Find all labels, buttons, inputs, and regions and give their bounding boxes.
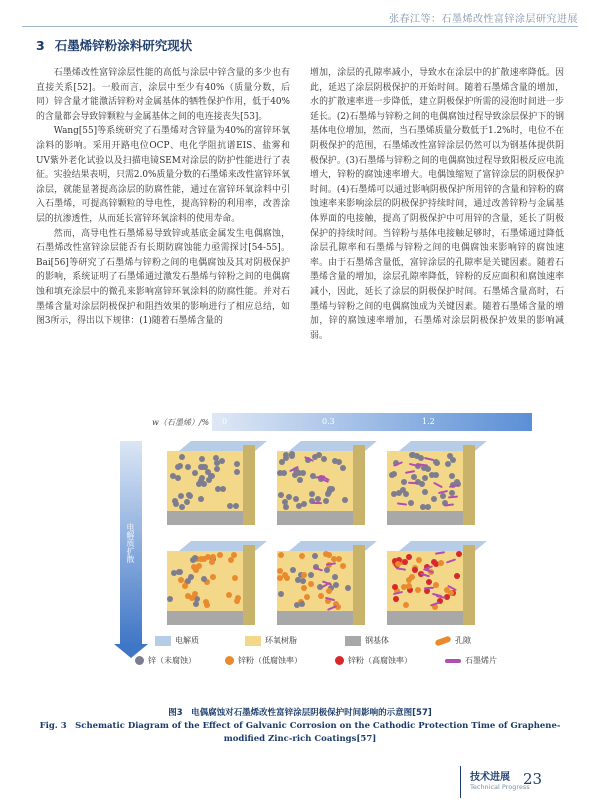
zinc-particle	[233, 503, 239, 509]
zinc-particle	[323, 498, 329, 504]
coating-cube	[387, 541, 475, 629]
figure-3	[112, 413, 532, 653]
zinc-particle	[393, 596, 399, 602]
zinc-particle	[456, 551, 462, 557]
legend-label: 钢基体	[365, 636, 389, 645]
zinc-particle	[340, 465, 346, 471]
zinc-particle	[299, 553, 305, 559]
zinc-particle	[324, 567, 330, 573]
zinc-particle	[438, 560, 444, 566]
zinc-particle	[201, 576, 207, 582]
epoxy-layer	[277, 551, 353, 611]
zinc-particle	[177, 569, 183, 575]
legend-label: 电解质	[175, 636, 199, 645]
cube-side	[353, 445, 365, 525]
legend-label: 石墨烯片	[465, 656, 497, 665]
steel-substrate	[387, 611, 463, 625]
zinc-particle	[185, 464, 191, 470]
left-column	[36, 66, 290, 329]
graphene-sheet	[408, 482, 418, 485]
graphene-sheet	[435, 552, 445, 556]
zinc-particle	[449, 473, 455, 479]
zinc-particle	[209, 559, 215, 565]
legend-graphene	[445, 655, 497, 666]
zinc-particle	[209, 473, 215, 479]
legend-label: 锌粉（高腐蚀率）	[348, 656, 412, 665]
legend-zinc-low	[225, 655, 302, 666]
zinc-particle	[192, 470, 198, 476]
zinc-particle	[342, 497, 348, 503]
section-title-text: 石墨烯锌粉涂料研究现状	[54, 38, 193, 53]
zinc-particle	[332, 574, 338, 580]
electrolyte-diffusion-label: 电解质扩散	[126, 523, 135, 563]
graphene-sheet	[446, 559, 456, 564]
epoxy-layer	[167, 451, 243, 511]
coating-cube	[277, 541, 365, 629]
zinc-particle	[440, 493, 446, 499]
cube-side	[463, 445, 475, 525]
zinc-particle	[401, 479, 407, 485]
zinc-red-ball-icon	[335, 656, 344, 665]
zinc-particle	[179, 454, 185, 460]
cube-side	[243, 545, 255, 625]
zinc-particle	[315, 496, 321, 502]
graphene-content-axis-label: w（石墨烯）/%	[152, 418, 210, 427]
zinc-particle	[278, 552, 284, 558]
zinc-particle	[345, 585, 351, 591]
zinc-particle	[185, 593, 191, 599]
zinc-particle	[293, 496, 299, 502]
zinc-particle	[425, 504, 431, 510]
legend-label: 环氧树脂	[265, 636, 297, 645]
footer-rule	[460, 766, 461, 798]
zinc-orange-ball-icon	[225, 656, 234, 665]
zinc-particle	[333, 582, 339, 588]
running-head: 张春江等：石墨烯改性富锌涂层研究进展	[389, 14, 578, 25]
zinc-particle	[422, 489, 428, 495]
zinc-particle	[304, 594, 310, 600]
legend-zinc-uncorroded	[135, 655, 196, 666]
journal-section-name-en: Technical Progress	[470, 783, 530, 791]
graphene-sheet	[437, 489, 447, 493]
zinc-particle	[312, 553, 318, 559]
zinc-particle	[403, 491, 409, 497]
zinc-particle	[173, 501, 179, 507]
zinc-particle	[403, 602, 409, 608]
zinc-particle	[447, 453, 453, 459]
zinc-particle	[419, 481, 425, 487]
zinc-grey-ball-icon	[135, 656, 144, 665]
steel-substrate	[387, 511, 463, 525]
zinc-particle	[193, 601, 199, 607]
zinc-particle	[308, 572, 314, 578]
zinc-particle	[289, 451, 295, 457]
zinc-particle	[301, 585, 307, 591]
legend-zinc-high	[335, 655, 412, 666]
zinc-particle	[395, 561, 401, 567]
zinc-particle	[409, 574, 415, 580]
epoxy-layer	[387, 451, 463, 511]
zinc-particle	[196, 563, 202, 569]
zinc-particle	[277, 575, 283, 581]
figure-caption-cn: 图3 电偶腐蚀对石墨烯改性富锌涂层阴极保护时间影响的示意图[57]	[168, 708, 432, 718]
zinc-particle	[214, 466, 220, 472]
legend-electrolyte	[155, 635, 199, 646]
zinc-particle	[185, 578, 191, 584]
legend-label: 锌（未腐蚀）	[148, 656, 196, 665]
zinc-particle	[299, 601, 305, 607]
legend-label: 孔隙	[455, 636, 471, 645]
epoxy-layer	[167, 551, 243, 611]
zinc-particle	[228, 557, 234, 563]
graphene-sheet-icon	[445, 659, 461, 663]
zinc-particle	[217, 552, 223, 558]
zinc-particle	[234, 461, 240, 467]
steel-substrate	[277, 611, 353, 625]
zinc-particle	[425, 466, 431, 472]
zinc-particle	[431, 496, 437, 502]
steel-substrate	[277, 511, 353, 525]
zinc-particle	[454, 573, 460, 579]
cube-side	[353, 545, 365, 625]
zinc-particle	[290, 567, 296, 573]
zinc-particle	[200, 464, 206, 470]
tick-1-2: 1.2	[422, 417, 435, 426]
graphene-sheet	[447, 495, 457, 498]
page-number: 23	[523, 770, 543, 788]
zinc-particle	[300, 578, 306, 584]
coating-cube	[387, 441, 475, 529]
zinc-particle	[415, 587, 421, 593]
zinc-particle	[179, 504, 185, 510]
zinc-particle	[434, 460, 440, 466]
zinc-particle	[220, 486, 226, 492]
zinc-particle	[326, 588, 332, 594]
zinc-particle	[175, 475, 181, 481]
pore-icon	[434, 635, 451, 646]
zinc-particle	[420, 504, 426, 510]
zinc-particle	[336, 556, 342, 562]
graphene-sheet	[424, 587, 434, 590]
right-column	[310, 66, 564, 343]
graphene-sheet	[444, 503, 454, 506]
graphene-sheet	[397, 502, 407, 505]
zinc-particle	[340, 563, 346, 569]
graphene-sheet	[396, 567, 406, 570]
figure-caption-en: Fig. 3 Schematic Diagram of the Effect of Galvanic Corrosion on the Cathodic Protection Time of Graphene-modified Zinc-rich Coatings[57]	[39, 721, 561, 744]
zinc-particle	[283, 455, 289, 461]
zinc-particle	[422, 475, 428, 481]
zinc-particle	[396, 490, 402, 496]
zinc-particle	[321, 456, 327, 462]
zinc-particle	[416, 557, 422, 563]
legend-steel	[345, 635, 389, 646]
zinc-particle	[283, 504, 289, 510]
cube-side	[243, 445, 255, 525]
zinc-particle	[412, 567, 418, 573]
epoxy-layer	[387, 551, 463, 611]
header-rule	[22, 26, 578, 27]
zinc-particle	[210, 574, 216, 580]
paragraph: 然而，高导电性石墨烯易导致锌或基底金属发生电偶腐蚀，石墨烯改性富锌涂层能否有长期防腐蚀能力亟需探讨[54-55]。Bai[56]等研究了石墨烯与锌粉之间的电偶腐蚀及其对阴极保护的影响，系统证明了石墨烯通过激发石墨烯与锌粉之间的电偶腐蚀和填充涂层中的微孔来影响富锌环氧涂料的防腐性能。并对石墨烯含量对涂层阴极保护和阻挡效果的影响进行了相应总结，如图3所示，得出以下规律：(1)随着石墨烯含量的	[36, 228, 290, 327]
zinc-particle	[199, 456, 205, 462]
zinc-particle	[402, 559, 408, 565]
zinc-particle	[282, 499, 288, 505]
zinc-particle	[301, 501, 307, 507]
zinc-particle	[178, 493, 184, 499]
coating-cube	[277, 441, 365, 529]
zinc-particle	[278, 591, 284, 597]
section-number: 3	[36, 38, 45, 53]
zinc-particle	[177, 463, 183, 469]
epoxy-layer	[277, 451, 353, 511]
zinc-particle	[198, 496, 204, 502]
section-title	[36, 36, 192, 54]
zinc-particle	[389, 472, 395, 478]
legend-epoxy	[245, 635, 297, 646]
paragraph: Wang[55]等系统研究了石墨烯对含锌量为40%的富锌环氧涂料的影响。采用开路电位OCP、电化学阻抗谱EIS、盐雾和UV紫外老化试验以及扫描电镜SEM对涂层的防护性能进行了表征。实验结果表明，只需2.0%质量分数的石墨烯来改性富锌环氧涂层，就能显著提高涂层的防腐性能，通过在富锌环氧涂料中引入石墨烯，可提高锌颗粒的导电性，提高锌粉的利用率，改善涂层的抗渗透性，从而延长富锌环氧涂料的使用寿命。	[36, 126, 290, 224]
epoxy-swatch	[245, 636, 261, 646]
cube-side	[463, 545, 475, 625]
graphene-sheet	[433, 482, 443, 488]
paragraph: 增加，涂层的孔隙率减小，导致水在涂层中的扩散速率降低。因此，延迟了涂层阴极保护的开始时间。随着石墨烯含量的增加，水的扩散速率进一步降低，建立阴极保护所需的浸泡时间进一步延长。(2)石墨烯与锌粉之间的电偶腐蚀过程导致涂层保护下的钢基体电位增加，然而，当石墨烯质量分数低于1.2%时，电位不在阴极保护的范围，石墨烯改性富锌涂层仍然可以为钢基体提供阴极保护。(3)石墨烯与锌粉之间的电偶腐蚀过程导致阳极反应电流增大，锌粉的腐蚀速率增大。电偶蚀缩短了富锌涂层的阴极保护时间。(4)石墨烯可以通过影响阴极保护所用锌的含量和锌粉的腐蚀速率来影响涂层的阴极保护持续时间，通过改善锌粉与金属基体界面的电接触，提高了阴极保护中可用锌的含量，延长了阴极保护的持续时间。当锌粉与基体电接触足够时，石墨烯通过降低涂层孔隙率和石墨烯与锌粉之间的电偶腐蚀来影响锌的腐蚀速率。由于石墨烯含量低，富锌涂层的孔隙率是关键因素。随着石墨烯含量的增加，涂层孔隙率降低，锌粉的反应面积和腐蚀速率减小，因此，延长了涂层的阴极保护时间。石墨烯含量高时，石墨烯与锌粉之间的电偶腐蚀成为关键因素。随着石墨烯含量的增加，锌的腐蚀速率增加，石墨烯对涂层阴极保护效果的影响减弱。	[310, 68, 564, 341]
zinc-particle	[215, 486, 221, 492]
zinc-particle	[232, 575, 238, 581]
electrolyte-swatch	[155, 636, 171, 646]
zinc-particle	[227, 503, 233, 509]
zinc-particle	[408, 500, 414, 506]
zinc-particle	[297, 477, 303, 483]
paragraph: 石墨烯改性富锌涂层性能的高低与涂层中锌含量的多少也有直接关系[52]。一般而言，涂层中至少有40%（质量分数，后同）锌含量才能激活锌粉对金属基体的牺牲保护作用，低于40%的含量都会导致锌颗粒与金属基体之间的电连接丧失[53]。	[36, 68, 290, 122]
zinc-particle	[184, 499, 190, 505]
legend-label: 锌粉（低腐蚀率）	[238, 656, 302, 665]
coating-cube	[167, 441, 255, 529]
zinc-particle	[192, 591, 198, 597]
zinc-particle	[226, 592, 232, 598]
zinc-particle	[406, 583, 412, 589]
zinc-particle	[234, 598, 240, 604]
zinc-particle	[308, 581, 314, 587]
zinc-particle	[199, 475, 205, 481]
zinc-particle	[309, 491, 315, 497]
steel-swatch	[345, 636, 361, 646]
zinc-particle	[327, 486, 333, 492]
coating-cube	[167, 541, 255, 629]
steel-substrate	[167, 511, 243, 525]
zinc-particle	[318, 593, 324, 599]
tick-0-3: 0.3	[322, 417, 335, 426]
zinc-particle	[234, 469, 240, 475]
zinc-particle	[219, 458, 225, 464]
zinc-particle	[426, 579, 432, 585]
graphene-sheet	[312, 502, 322, 504]
zinc-particle	[167, 596, 173, 602]
tick-0: 0	[222, 417, 228, 426]
zinc-particle	[301, 572, 307, 578]
zinc-particle	[201, 556, 207, 562]
zinc-particle	[281, 470, 287, 476]
journal-section-name: 技术进展	[470, 772, 510, 783]
zinc-particle	[190, 557, 196, 563]
zinc-particle	[278, 492, 284, 498]
graphene-content-bar	[212, 413, 532, 431]
legend-pore	[435, 635, 471, 646]
graphene-sheet	[424, 457, 434, 461]
steel-substrate	[167, 611, 243, 625]
